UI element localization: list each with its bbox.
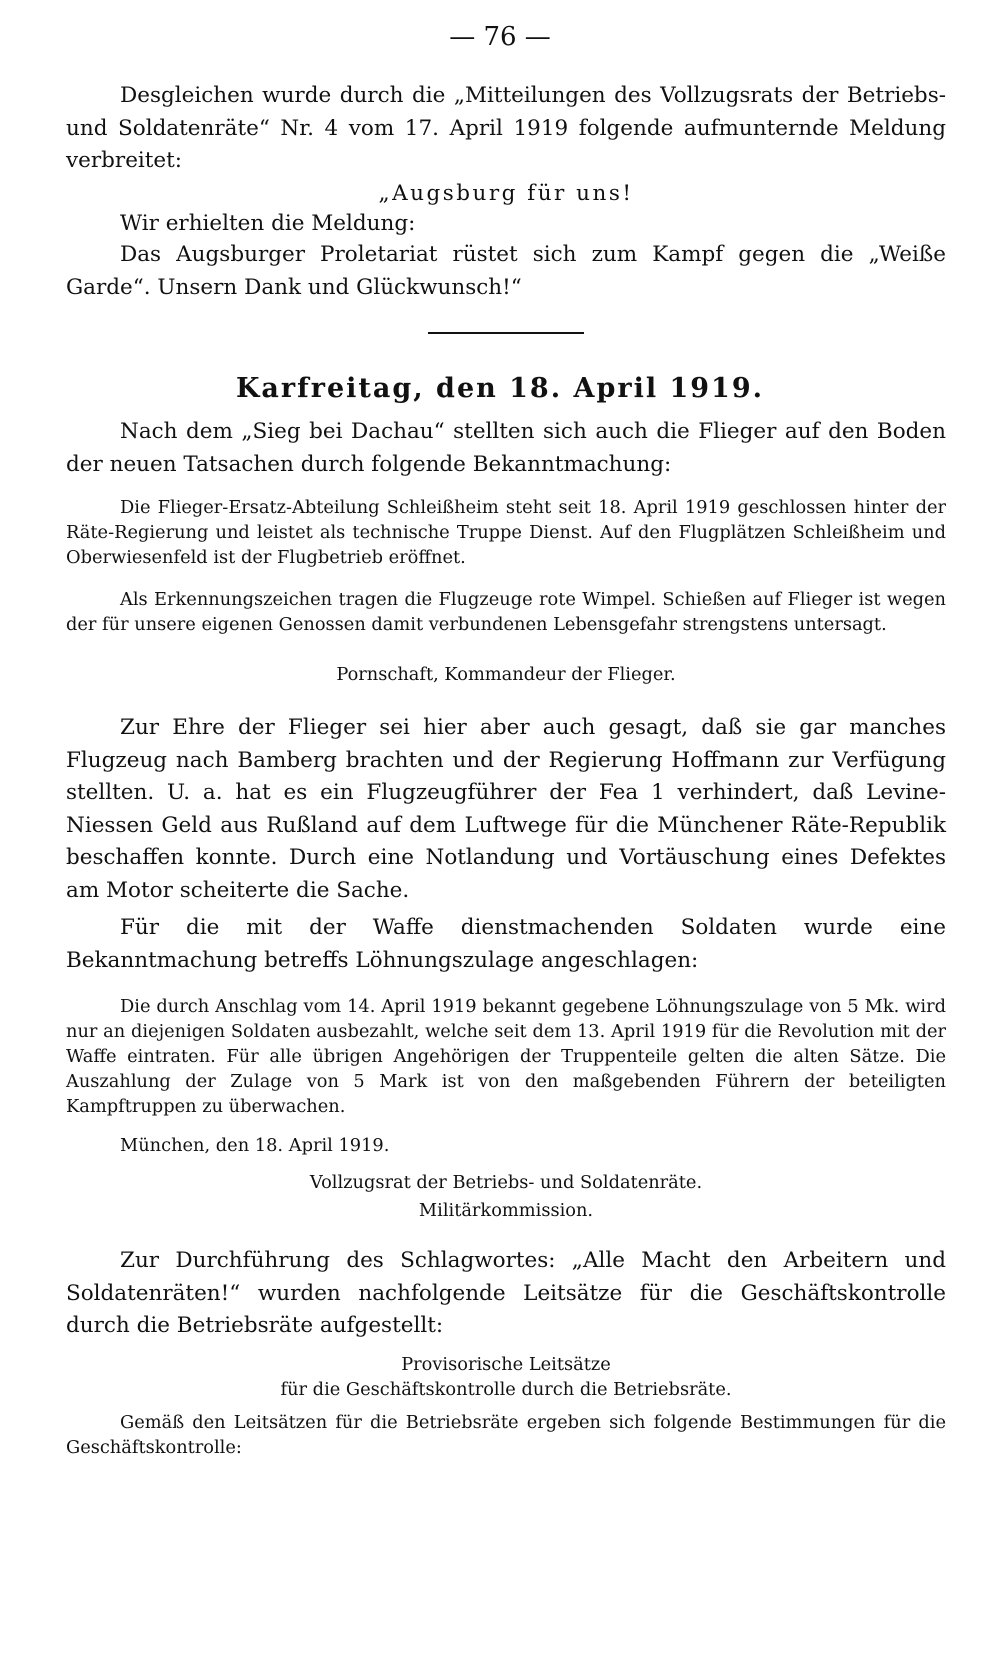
intro-paragraph: Desgleichen wurde durch die „Mitteilungen des Vollzugsrats der Betriebs- und Soldatenräte“ Nr. 4 vom 17. April 1919 folgende aufmunternde Meldung verbreitet: (66, 83, 946, 173)
leitsaetze-title-1: Provisorische Leitsätze (401, 1354, 611, 1375)
section-heading: Karfreitag, den 18. April 1919. (235, 373, 765, 404)
zulage-notice: Die durch Anschlag vom 14. April 1919 bekannt gegebene Löhnungszulage von 5 Mk. wird nur an diejenigen Soldaten ausbezahlt, welche seit dem 13. April 1919 für die Revolution mit der Waffe eintraten. Für alle übrigen Angehörigen der Truppenteile gelten die alten Sätze. Die Auszahlung der Zulage von 5 Mark ist von den maßgebenden Führern der beteiligten Kampftruppen zu überwachen. (66, 996, 946, 1117)
section-divider (428, 332, 584, 334)
flieger-notice-paragraph-2: Als Erkennungszeichen tragen die Flugzeuge rote Wimpel. Schießen auf Flieger ist wegen der für unsere eigenen Genossen damit verbundenen Lebensgefahr strengstens untersagt. (66, 589, 946, 635)
leitsaetze-title-2: für die Geschäftskontrolle durch die Betriebsräte. (280, 1379, 732, 1400)
leitsaetze-paragraph: Gemäß den Leitsätzen für die Betriebsräte ergeben sich folgende Bestimmungen für die Geschäftskontrolle: (66, 1412, 946, 1458)
ehre-paragraph: Zur Ehre der Flieger sei hier aber auch gesagt, daß sie gar manches Flugzeug nach Bamberg brachten und der Regierung Hoffmann zur Verfügung stellten. U. a. hat es ein Flugzeugführer der Fea 1 verhindert, daß Levine-Niessen Geld aus Rußland auf dem Luftwege für die Münchener Räte-Republik beschaffen konnte. Durch eine Notlandung und Vortäuschung eines Defektes am Motor scheiterte die Sache. (66, 715, 946, 903)
leitsaetze-intro: Zur Durchführung des Schlagwortes: „Alle Macht den Arbeitern und Soldatenräten!“ wurden nachfolgende Leitsätze für die Geschäftskontrolle durch die Betriebsräte aufgestellt: (66, 1248, 946, 1338)
quoted-headline: „Augsburg für uns! (378, 181, 634, 206)
flieger-signature: Pornschaft, Kommandeur der Flieger. (336, 664, 676, 685)
quoted-message: Das Augsburger Proletariat rüstet sich zum Kampf gegen die „Weiße Garde“. Unsern Dank und Glückwunsch!“ (66, 242, 946, 300)
flieger-notice-paragraph-1: Die Flieger-Ersatz-Abteilung Schleißheim steht seit 18. April 1919 geschlossen hinter der Räte-Regierung und leistet als technische Truppe Dienst. Auf den Flugplätzen Schleißheim und Oberwiesenfeld ist der Flugbetrieb eröffnet. (66, 497, 946, 568)
zulage-signature-1: Vollzugsrat der Betriebs- und Soldatenräte. (309, 1172, 703, 1193)
zulage-intro: Für die mit der Waffe dienstmachenden Soldaten wurde eine Bekanntmachung betreffs Löhnungszulage angeschlagen: (66, 915, 946, 973)
flieger-intro: Nach dem „Sieg bei Dachau“ stellten sich auch die Flieger auf den Boden der neuen Tatsachen durch folgende Bekanntmachung: (66, 419, 946, 477)
quoted-line: Wir erhielten die Meldung: (120, 211, 416, 236)
zulage-place-date: München, den 18. April 1919. (120, 1135, 390, 1156)
zulage-signature-2: Militärkommission. (418, 1200, 594, 1221)
page-number: — 76 — (449, 22, 551, 52)
